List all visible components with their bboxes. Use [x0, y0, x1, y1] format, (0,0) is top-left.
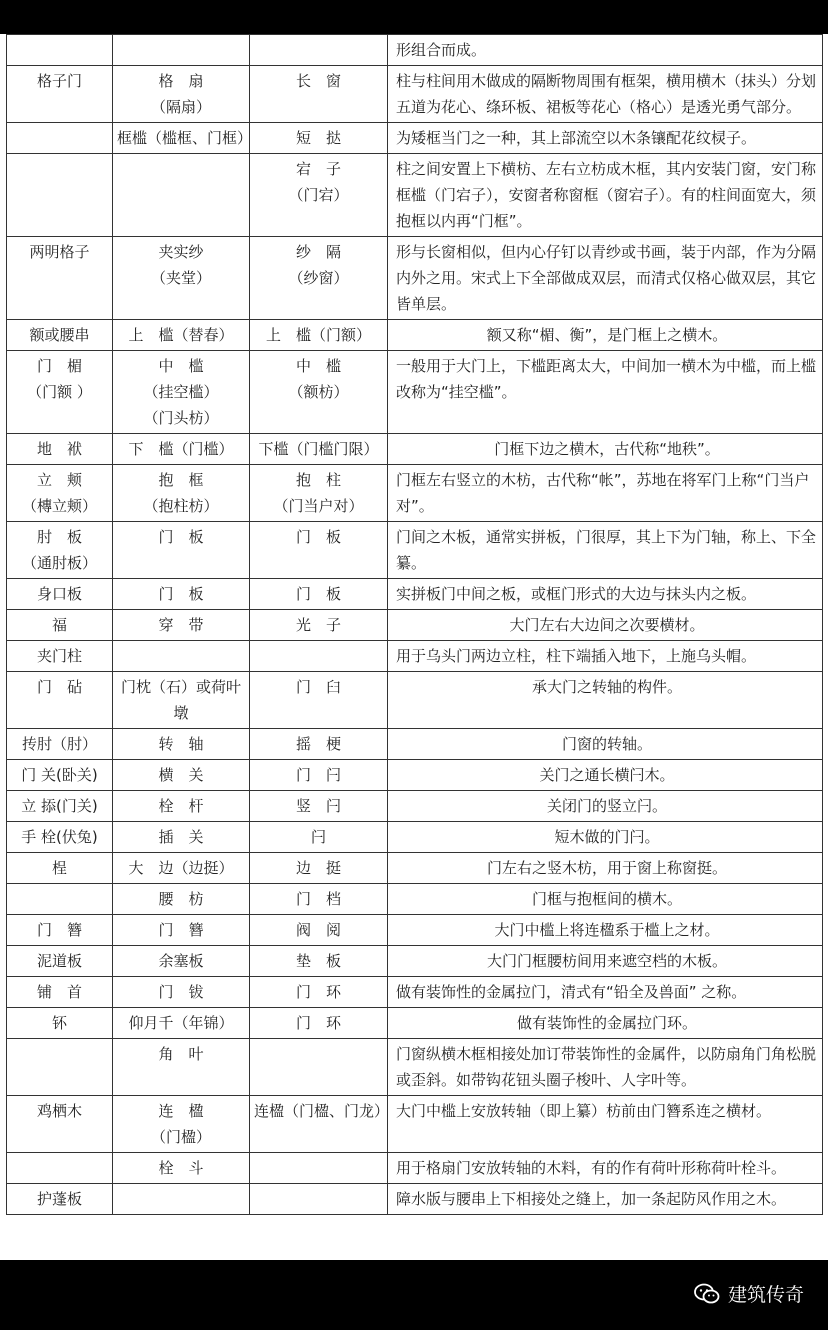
cell-text: （门头枋） [143, 409, 219, 427]
description-cell [388, 1008, 823, 1039]
description-cell [388, 1184, 823, 1215]
cell-text: 门框与抱框间的横木。 [531, 890, 682, 908]
description-cell [388, 579, 823, 610]
song-term-cell [7, 35, 113, 66]
description-cell [388, 822, 823, 853]
description-cell [388, 351, 823, 434]
table-row [7, 1039, 823, 1096]
table-row [7, 977, 823, 1008]
qing-term-cell [113, 351, 250, 434]
cell-text: 横 关 [158, 766, 204, 784]
cell-text: 肘 板 [36, 528, 82, 546]
cell-text: 门框下边之横木，古代称“地秩”。 [494, 440, 720, 458]
cell-text: 门 环 [295, 1014, 341, 1032]
qing-term-cell [113, 522, 250, 579]
local-term-cell [250, 946, 388, 977]
cell-text: 立 掭(门关) [21, 797, 98, 815]
cell-text: 中 槛 [158, 357, 204, 375]
table-row [7, 66, 823, 123]
qing-term-cell [113, 946, 250, 977]
table-row [7, 915, 823, 946]
cell-text: 上 槛（替春） [128, 326, 234, 344]
cell-text: 连 楹 [158, 1102, 204, 1120]
cell-text: 门 臼 [295, 678, 341, 696]
cell-text: 上 槛（门额） [265, 326, 371, 344]
description-cell [388, 434, 823, 465]
cell-text: 闩 [310, 828, 326, 846]
description-cell [388, 154, 823, 237]
table-row [7, 610, 823, 641]
local-term-cell [250, 791, 388, 822]
description-cell [388, 946, 823, 977]
cell-text: 宕 子 [295, 160, 341, 178]
local-term-cell [250, 1153, 388, 1184]
cell-text: 形组合而成。 [396, 41, 487, 59]
qing-term-cell [113, 884, 250, 915]
cell-text: 承大门之转轴的构件。 [531, 678, 682, 696]
qing-term-cell [113, 123, 253, 154]
cell-text: （槫立颊） [21, 497, 97, 515]
cell-text: 门 楣 [36, 357, 82, 375]
cell-text: （门额 ） [27, 383, 92, 401]
cell-text: 门 闩 [295, 766, 341, 784]
cell-text: 连楹（门楹、门龙） [254, 1102, 390, 1120]
song-term-cell [7, 915, 113, 946]
qing-term-cell [113, 1008, 250, 1039]
table-row [7, 760, 823, 791]
cell-text: 桯 [51, 859, 67, 877]
cell-text: 门 钹 [158, 983, 204, 1001]
cell-text: 长 窗 [295, 72, 341, 90]
song-term-cell [7, 154, 113, 237]
cell-text: 边 挺 [295, 859, 341, 877]
cell-text: 抱 框 [158, 471, 204, 489]
cell-text: 大门中槛上安放转轴（即上纂）枋前由门簪系连之横材。 [396, 1102, 772, 1120]
local-term-cell [250, 154, 388, 237]
cell-text: 门 簪 [36, 921, 82, 939]
description-cell [388, 610, 823, 641]
table-row [7, 672, 823, 729]
local-term-cell [250, 760, 388, 791]
cell-text: 障水版与腰串上下相接处之缝上，加一条起防风作用之木。 [396, 1190, 787, 1208]
wechat-brand[interactable] [694, 1280, 804, 1307]
description-cell [388, 522, 823, 579]
cell-text: （门楹） [150, 1128, 211, 1146]
cell-text: 做有装饰性的金属拉门，清式有“铅全及兽面” 之称。 [396, 983, 747, 1001]
song-term-cell [7, 1008, 113, 1039]
cell-text: （门当户对） [273, 497, 364, 515]
cell-text: 中 槛 [295, 357, 341, 375]
cell-text: 门间之木板，通常实拼板，门很厚，其上下为门轴，称上、下全纂。 [396, 528, 817, 572]
cell-text: 门 板 [295, 528, 341, 546]
cell-text: 大门中槛上将连楹系于槛上之材。 [494, 921, 720, 939]
cell-text: 关闭门的竖立闩。 [546, 797, 667, 815]
local-term-cell [250, 35, 388, 66]
cell-text: （门宕） [288, 186, 349, 204]
qing-term-cell [113, 1039, 250, 1096]
description-cell [388, 729, 823, 760]
qing-term-cell [113, 822, 250, 853]
local-term-cell [250, 1096, 388, 1153]
song-term-cell [7, 123, 113, 154]
cell-text: 穿 带 [158, 616, 204, 634]
description-cell [388, 915, 823, 946]
cell-text: 格子门 [36, 72, 82, 90]
table-row [7, 946, 823, 977]
table-row [7, 320, 823, 351]
qing-term-cell [113, 760, 250, 791]
local-term-cell [250, 579, 388, 610]
table-row [7, 1184, 823, 1215]
table-row [7, 434, 823, 465]
qing-term-cell [113, 66, 250, 123]
local-term-cell [250, 729, 388, 760]
song-term-cell [7, 610, 113, 641]
cell-text: 格 扇 [158, 72, 204, 90]
cell-text: 两明格子 [29, 243, 90, 261]
cell-text: 铺 首 [36, 983, 82, 1001]
door-components-table [6, 34, 823, 1215]
qing-term-cell [113, 672, 250, 729]
local-term-cell [250, 320, 388, 351]
cell-text: 柱与柱间用木做成的隔断物周围有框架，横用横木（抹头）分划五道为花心、绦环板、裙板等花心（格心）是透光勇气部分。 [396, 72, 817, 116]
qing-term-cell [113, 154, 250, 237]
cell-text: 栓 杆 [158, 797, 204, 815]
table-row [7, 1153, 823, 1184]
cell-text: 实拼板门中间之板，或框门形式的大边与抹头内之板。 [396, 585, 757, 603]
song-term-cell [7, 977, 113, 1008]
description-cell [388, 66, 823, 123]
cell-text: （隔扇） [150, 98, 211, 116]
local-term-cell [250, 351, 388, 434]
table-row [7, 579, 823, 610]
description-cell [388, 465, 823, 522]
song-term-cell [7, 1153, 113, 1184]
top-status-bar [0, 0, 828, 34]
local-term-cell [250, 522, 388, 579]
cell-text: 护蓬板 [36, 1190, 82, 1208]
song-term-cell [7, 946, 113, 977]
song-term-cell [7, 729, 113, 760]
description-cell [388, 641, 823, 672]
cell-text: 抟肘（肘） [21, 735, 97, 753]
description-cell [388, 1039, 823, 1096]
cell-text: 门 档 [295, 890, 341, 908]
local-term-cell [250, 434, 388, 465]
cell-text: 门 砧 [36, 678, 82, 696]
table-row [7, 351, 823, 434]
qing-term-cell [113, 1184, 250, 1215]
cell-text: 泥道板 [36, 952, 82, 970]
description-cell [388, 977, 823, 1008]
song-term-cell [7, 434, 113, 465]
cell-text: 门左右之竖木枋，用于窗上称窗挺。 [486, 859, 727, 877]
cell-text: 用于乌头门两边立柱，柱下端插入地下，上施乌头帽。 [396, 647, 757, 665]
cell-text: 夹门柱 [36, 647, 82, 665]
cell-text: 夹实纱 [158, 243, 204, 261]
cell-text: 身口板 [36, 585, 82, 603]
cell-text: 为矮框当门之一种，其上部流空以木条镶配花纹棂子。 [396, 129, 757, 147]
cell-text: 用于格扇门安放转轴的木料，有的作有荷叶形称荷叶栓斗。 [396, 1159, 787, 1177]
description-cell [388, 123, 823, 154]
cell-text: （挂空槛） [143, 383, 219, 401]
qing-term-cell [113, 320, 250, 351]
description-cell [388, 237, 823, 320]
description-cell [388, 672, 823, 729]
local-term-cell [250, 1184, 388, 1215]
table-row [7, 822, 823, 853]
description-cell [388, 1096, 823, 1153]
song-term-cell [7, 884, 113, 915]
song-term-cell [7, 1039, 113, 1096]
song-term-cell [7, 1096, 113, 1153]
local-term-cell [250, 237, 388, 320]
cell-text: 插 关 [158, 828, 204, 846]
song-term-cell [7, 822, 113, 853]
song-term-cell [7, 465, 113, 522]
cell-text: 地 袱 [36, 440, 82, 458]
cell-text: 仰月千（年锦） [128, 1014, 234, 1032]
footer-bar [0, 1260, 828, 1330]
table-row [7, 237, 823, 320]
description-cell [388, 791, 823, 822]
cell-text: 做有装饰性的金属拉门环。 [516, 1014, 697, 1032]
local-term-cell [250, 822, 388, 853]
description-cell [388, 1153, 823, 1184]
local-term-cell [250, 641, 388, 672]
cell-text: 光 子 [295, 616, 341, 634]
cell-text: （通肘板） [21, 554, 97, 572]
local-term-cell [250, 672, 388, 729]
cell-text: 余塞板 [158, 952, 204, 970]
cell-text: 垫 板 [295, 952, 341, 970]
table-row [7, 154, 823, 237]
table-row [7, 1008, 823, 1039]
local-term-cell [250, 610, 388, 641]
qing-term-cell [113, 237, 250, 320]
table-body [7, 35, 823, 1215]
qing-term-cell [113, 434, 250, 465]
cell-text: 门窗纵横木框相接处加订带装饰性的金属件，以防扇角门角松脱或歪斜。如带钩花钮头圈子梭叶、人字叶等。 [396, 1045, 817, 1089]
cell-text: 门 簪 [158, 921, 204, 939]
cell-text: 竖 闩 [295, 797, 341, 815]
description-cell [388, 760, 823, 791]
cell-text: 门 板 [158, 528, 204, 546]
cell-text: 摇 梗 [295, 735, 341, 753]
song-term-cell [7, 760, 113, 791]
cell-text: 钚 [51, 1014, 67, 1032]
song-term-cell [7, 1184, 113, 1215]
local-term-cell [250, 465, 388, 522]
description-cell [388, 853, 823, 884]
local-term-cell [250, 915, 388, 946]
song-term-cell [7, 237, 113, 320]
cell-text: 门框左右竖立的木枋，古代称“帐”，苏地在将军门上称“门当户对”。 [396, 471, 810, 515]
qing-term-cell [113, 915, 250, 946]
cell-text: 阀 阅 [295, 921, 341, 939]
qing-term-cell [113, 791, 250, 822]
cell-text: （额枋） [288, 383, 349, 401]
cell-text: 栓 斗 [158, 1159, 204, 1177]
description-cell [388, 35, 823, 66]
cell-text: （夹堂） [150, 269, 211, 287]
cell-text: 腰 枋 [158, 890, 204, 908]
cell-text: 大门门框腰枋间用来遮空档的木板。 [486, 952, 727, 970]
cell-text: 立 颊 [36, 471, 82, 489]
cell-text: 额又称“楣、衡”，是门框上之横木。 [486, 326, 728, 344]
song-term-cell [7, 579, 113, 610]
song-term-cell [7, 320, 113, 351]
table-row [7, 884, 823, 915]
wechat-icon [694, 1283, 720, 1305]
table-row [7, 123, 823, 154]
table-row [7, 791, 823, 822]
cell-text: 大 边（边挺） [128, 859, 234, 877]
description-cell [388, 884, 823, 915]
local-term-cell [250, 1008, 388, 1039]
qing-term-cell [113, 465, 250, 522]
song-term-cell [7, 672, 113, 729]
cell-text: 一般用于大门上，下槛距离太大，中间加一横木为中槛，而上槛改称为“挂空槛”。 [396, 357, 817, 401]
cell-text: 门 关(卧关) [21, 766, 98, 784]
qing-term-cell [113, 610, 250, 641]
cell-text: 门窗的转轴。 [561, 735, 652, 753]
qing-term-cell [113, 977, 250, 1008]
table-row [7, 465, 823, 522]
table-row [7, 522, 823, 579]
cell-text: 抱 柱 [295, 471, 341, 489]
song-term-cell [7, 641, 113, 672]
qing-term-cell [113, 853, 250, 884]
cell-text: 角 叶 [158, 1045, 204, 1063]
table-row [7, 1096, 823, 1153]
local-term-cell [250, 66, 388, 123]
qing-term-cell [113, 729, 250, 760]
qing-term-cell [113, 35, 250, 66]
local-term-cell [250, 977, 388, 1008]
qing-term-cell [113, 1096, 250, 1153]
local-term-cell [250, 884, 388, 915]
qing-term-cell [113, 579, 250, 610]
cell-text: 大门左右大边间之次要横材。 [509, 616, 705, 634]
cell-text: 门 环 [295, 983, 341, 1001]
cell-text: 柱之间安置上下横枋、左右立枋成木框，其内安装门窗，安门称框槛（门宕子），安窗者称窗框（窗宕子）。有的柱间面宽大，须抱框以内再“门框”。 [396, 160, 817, 230]
table-row [7, 853, 823, 884]
cell-text: 下槛（门槛门限） [258, 440, 379, 458]
local-term-cell [250, 1039, 388, 1096]
cell-text: 关门之通长横闩木。 [539, 766, 675, 784]
cell-text: 门枕（石）或荷叶墩 [120, 678, 241, 722]
cell-text: 形与长窗相似，但内心仔钉以青纱或书画，装于内部，作为分隔内外之用。宋式上下全部做成双层，而清式仅格心做双层，其它皆单层。 [396, 243, 817, 313]
cell-text: 福 [51, 616, 67, 634]
brand-name: 建筑传奇 [727, 1284, 804, 1306]
qing-term-cell [113, 1153, 250, 1184]
local-term-cell [250, 853, 388, 884]
cell-text: 门 板 [295, 585, 341, 603]
qing-term-cell [113, 641, 250, 672]
table-row [7, 35, 823, 66]
cell-text: （抱柱枋） [143, 497, 219, 515]
cell-text: 门 板 [158, 585, 204, 603]
song-term-cell [7, 791, 113, 822]
description-cell [388, 320, 823, 351]
cell-text: 短 挞 [295, 129, 341, 147]
song-term-cell [7, 66, 113, 123]
document-page [0, 34, 828, 1260]
song-term-cell [7, 853, 113, 884]
table-row [7, 729, 823, 760]
cell-text: （纱窗） [288, 269, 349, 287]
cell-text: 纱 隔 [295, 243, 341, 261]
cell-text: 框槛（槛框、门框） [117, 129, 253, 147]
song-term-cell [7, 351, 113, 434]
cell-text: 转 轴 [158, 735, 204, 753]
table-row [7, 641, 823, 672]
cell-text: 手 栓(伏兔) [21, 828, 98, 846]
cell-text: 鸡栖木 [36, 1102, 82, 1120]
song-term-cell [7, 522, 113, 579]
cell-text: 下 槛（门槛） [128, 440, 234, 458]
local-term-cell [250, 123, 388, 154]
cell-text: 短木做的门闩。 [554, 828, 660, 846]
cell-text: 额或腰串 [29, 326, 90, 344]
